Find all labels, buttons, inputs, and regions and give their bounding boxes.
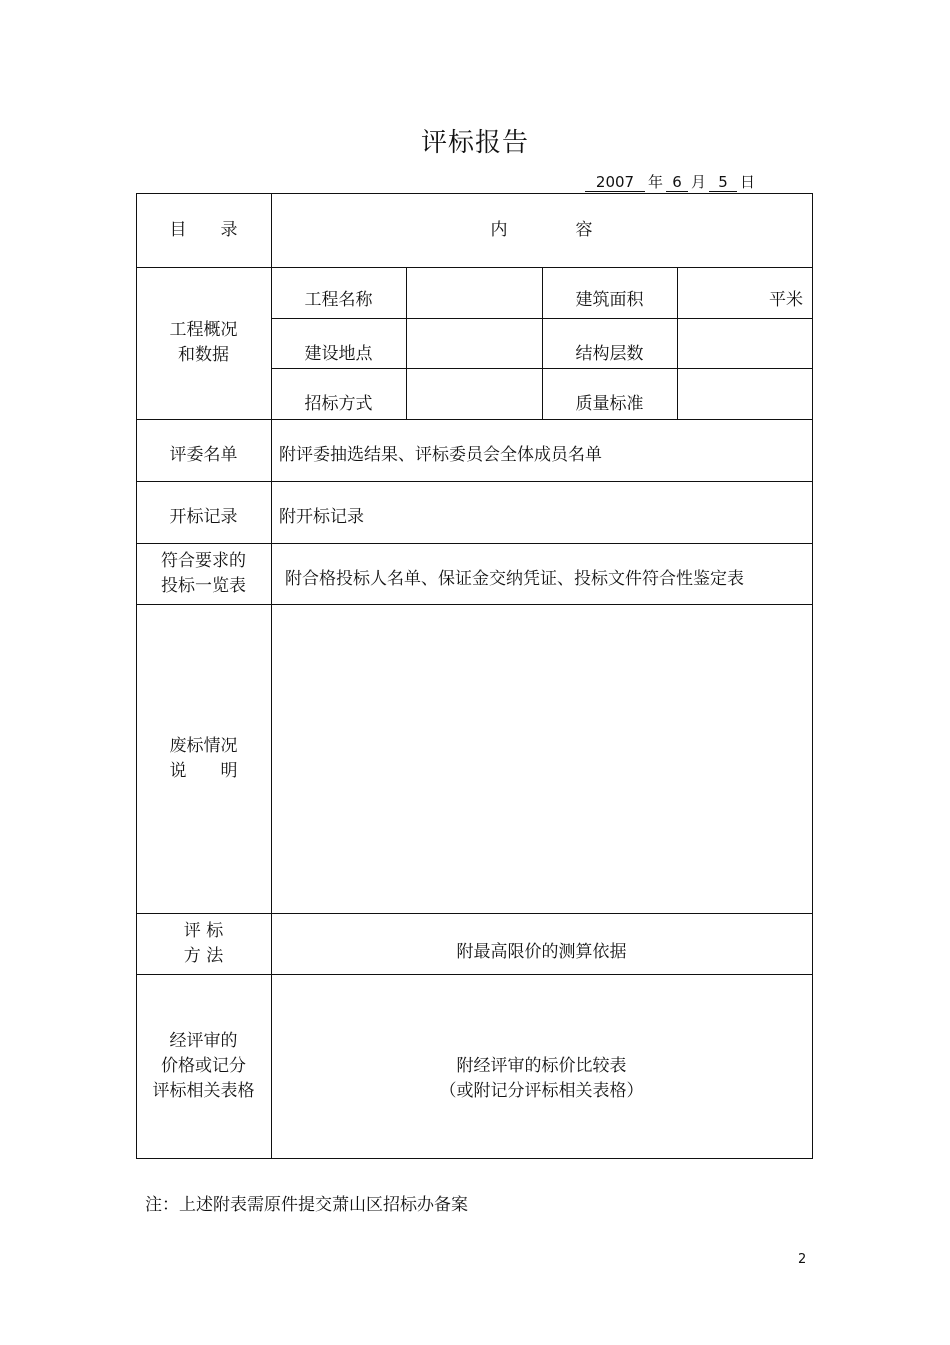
reviewed-label-line1: 经评审的 xyxy=(169,1030,238,1051)
report-date xyxy=(585,171,758,192)
location-value[interactable] xyxy=(406,318,542,368)
invalid-label xyxy=(136,604,271,913)
committee-label: 评委名单 xyxy=(169,444,238,465)
date-year-label: 年 xyxy=(648,173,664,191)
tender-method-label: 招标方式 xyxy=(304,393,373,414)
header-toc: 目 录 xyxy=(169,219,238,240)
eval-method-label-line1: 评 标 xyxy=(183,920,224,941)
eval-method-label xyxy=(136,913,271,974)
project-name-label: 工程名称 xyxy=(304,289,373,310)
reviewed-content-line2: （或附记分评标相关表格） xyxy=(439,1081,644,1101)
opening-label: 开标记录 xyxy=(169,506,238,527)
committee-content: 附评委抽选结果、评标委员会全体成员名单 xyxy=(279,444,602,465)
reviewed-content xyxy=(271,974,812,1184)
page-number: 2 xyxy=(798,1252,807,1267)
qualified-content: 附合格投标人名单、保证金交纳凭证、投标文件符合性鉴定表 xyxy=(285,568,744,589)
invalid-label-line1: 废标情况 xyxy=(169,735,238,756)
project-label-line2: 和数据 xyxy=(178,345,229,365)
reviewed-content-line1: 附经评审的标价比较表 xyxy=(456,1056,627,1076)
qualified-label xyxy=(136,543,271,604)
quality-standard-value[interactable] xyxy=(677,368,812,419)
reviewed-label xyxy=(136,974,271,1158)
tender-method-value[interactable] xyxy=(406,368,542,419)
qualified-label-line1: 符合要求的 xyxy=(161,550,246,571)
opening-content: 附开标记录 xyxy=(279,506,364,527)
qualified-label-line2: 投标一览表 xyxy=(161,575,246,596)
location-label: 建设地点 xyxy=(304,343,373,364)
header-content: 内 容 xyxy=(490,219,593,240)
eval-method-label-line2: 方 法 xyxy=(183,945,224,966)
table-line xyxy=(812,193,813,1158)
date-month-label: 月 xyxy=(691,173,707,191)
project-name-value[interactable] xyxy=(406,267,542,318)
floors-label: 结构层数 xyxy=(575,343,644,364)
page-title: 评标报告 xyxy=(420,128,529,158)
invalid-content[interactable] xyxy=(271,604,812,913)
building-area-label: 建筑面积 xyxy=(575,289,644,310)
project-label-line1: 工程概况 xyxy=(169,320,238,340)
date-month: 6 xyxy=(666,173,688,192)
invalid-label-line2: 说 明 xyxy=(169,760,238,781)
date-year: 2007 xyxy=(585,173,645,192)
eval-method-content: 附最高限价的测算依据 xyxy=(456,941,627,962)
reviewed-label-line2: 价格或记分 xyxy=(161,1055,246,1076)
building-area-unit: 平米 xyxy=(769,289,803,310)
reviewed-label-line3: 评标相关表格 xyxy=(152,1080,255,1101)
floors-value[interactable] xyxy=(677,318,812,368)
date-day: 5 xyxy=(709,173,737,192)
project-label xyxy=(136,267,271,419)
quality-standard-label: 质量标准 xyxy=(575,393,644,414)
footnote: 注：上述附表需原件提交萧山区招标办备案 xyxy=(145,1195,468,1215)
date-day-label: 日 xyxy=(740,173,756,191)
